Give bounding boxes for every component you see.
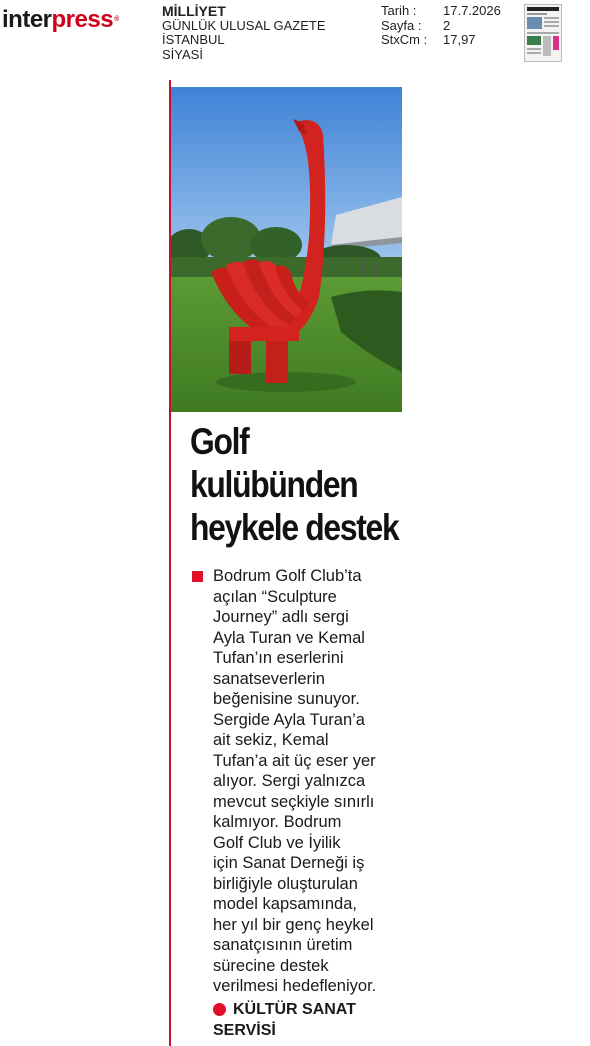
publication-city: İSTANBUL	[162, 32, 225, 47]
body-line: her yıl bir genç heykel	[213, 915, 374, 934]
body-line: Bodrum Golf Club’ta	[213, 567, 362, 585]
meta-row-date	[381, 4, 501, 19]
body-line: Journey” adlı sergi	[213, 608, 349, 626]
meta-value: 2	[443, 17, 451, 33]
body-line: kalmıyor. Bodrum	[213, 813, 342, 831]
interpress-logo	[2, 6, 119, 34]
meta-value: 17,97	[443, 32, 476, 47]
meta-row-page	[381, 19, 501, 34]
meta-label: StxCm :	[381, 32, 428, 47]
publication-frequency: GÜNLÜK ULUSAL GAZETE	[162, 17, 326, 33]
body-line: sürecine destek	[213, 956, 329, 975]
body-line: model kapsamında,	[213, 895, 357, 913]
body-line: verilmesi hedefleniyor.	[213, 977, 377, 995]
body-line: Golf Club ve İyilik	[213, 833, 341, 852]
meta-label: Sayfa :	[381, 17, 422, 33]
byline-dot-icon	[213, 1003, 226, 1016]
article-headline	[190, 420, 399, 549]
page-thumbnail[interactable]	[524, 4, 562, 62]
body-line: sanatçısının üretim	[213, 936, 353, 954]
sculpture-photo	[171, 87, 402, 412]
body-line: Tufan’ın eserlerini	[213, 649, 344, 667]
byline-line: SERVİSİ	[213, 1021, 276, 1039]
body-line: için Sanat Derneği iş	[213, 854, 365, 872]
body-line: Tufan’a ait üç eser yer	[213, 751, 376, 770]
body-line: Sergide Ayla Turan’a	[213, 710, 365, 729]
body-line: alıyor. Sergi yalnızca	[213, 772, 366, 790]
body-line: açılan “Sculpture	[213, 587, 337, 606]
logo-main-text: inter	[2, 6, 52, 33]
body-line: mevcut seçkiyle sınırlı	[213, 792, 375, 811]
publication-info	[162, 4, 326, 62]
body-line: Ayla Turan ve Kemal	[213, 628, 365, 647]
meta-row-stxcm	[381, 33, 501, 48]
article-byline	[213, 1000, 356, 1041]
publication-name: MİLLİYET	[162, 3, 226, 19]
byline-line: KÜLTÜR SANAT	[233, 1001, 356, 1018]
meta-value: 17.7.2026	[443, 3, 501, 18]
body-line: birliğiyle oluşturulan	[213, 874, 358, 893]
logo-registered-mark: ®	[114, 16, 119, 23]
headline-line: Golf	[190, 421, 249, 462]
publication-section: SİYASİ	[162, 46, 203, 62]
logo-accent-text: press	[51, 6, 114, 33]
paragraph-bullet-square	[192, 571, 203, 582]
body-line: sanatseverlerin	[213, 669, 325, 688]
clipping-meta	[381, 4, 501, 48]
body-line: beğenisine sunuyor.	[213, 690, 360, 708]
headline-line: kulübünden	[190, 464, 358, 505]
article-body	[213, 566, 413, 997]
meta-label: Tarih :	[381, 3, 417, 18]
body-line: ait sekiz, Kemal	[213, 731, 329, 749]
headline-line: heykele destek	[190, 507, 399, 548]
